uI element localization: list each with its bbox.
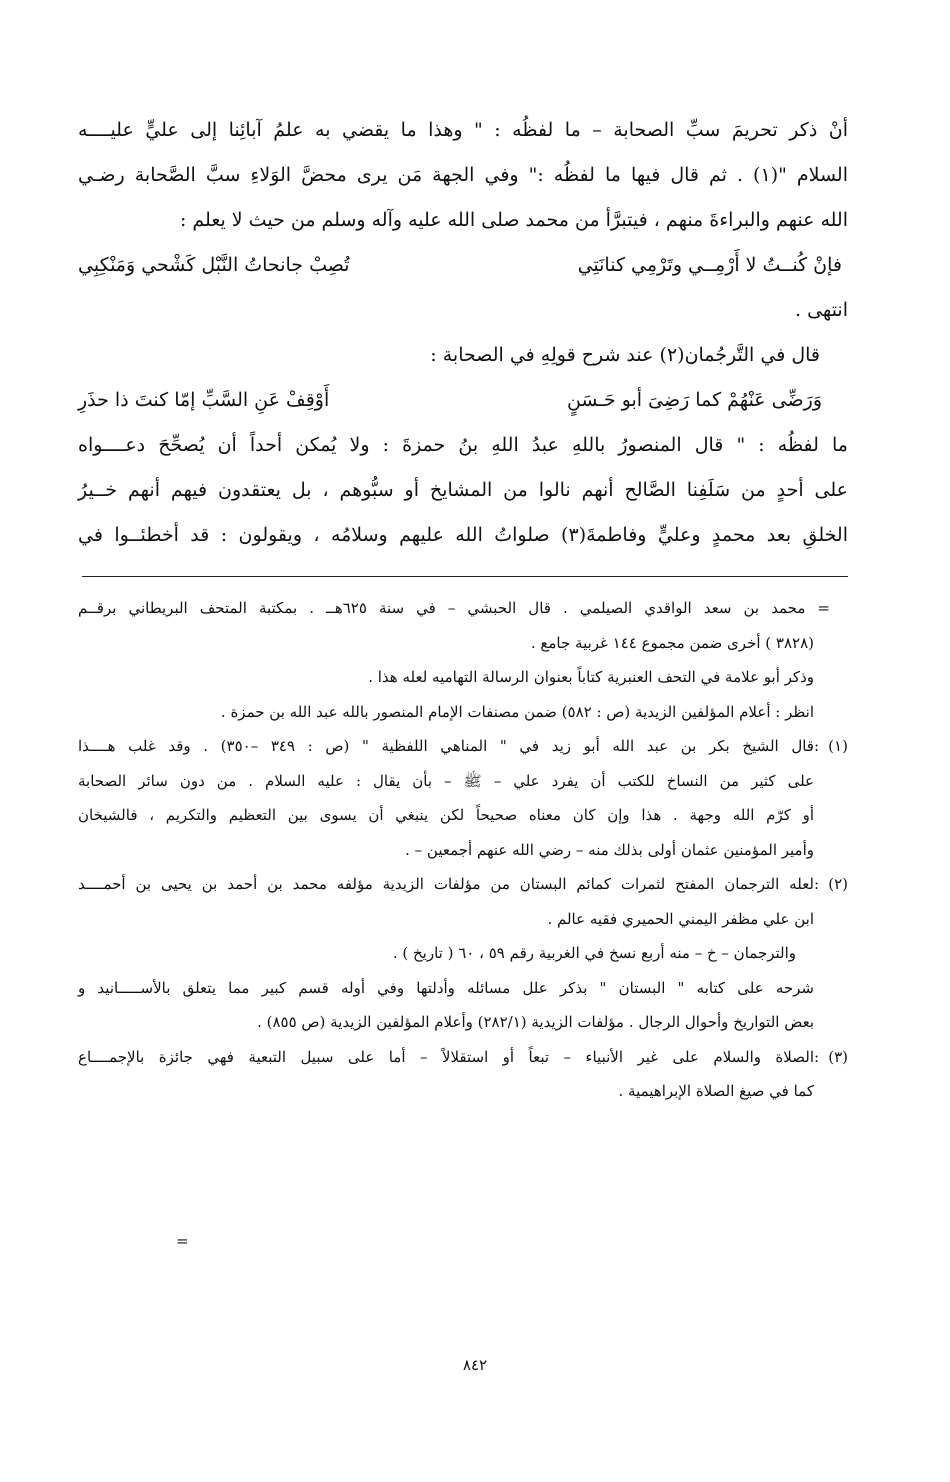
footnote-2-line-3: والترجمان – خ – منه أربع نسخ في الغربية رقم ٥٩ ، ٦٠ ( تاريخ ) . xyxy=(392,944,796,962)
footnote-2-line-2: ابن علي مظفر اليمني الحميري فقيه عالم . xyxy=(547,909,814,928)
main-line-2: السلام "(١) . ثم قال فيها ما لفظُه :" وفي الجهة مَن يرى محضَّ الوَلاءِ سبَّ الصَّحابة رضـي xyxy=(78,164,848,186)
footnote-1-line-1 xyxy=(78,729,848,764)
footnote-2-line-5: بعض التواريخ وأحوال الرجال . مؤلفات الزيدية (٢٨٢/١) وأعلام المؤلفين الزيدية (ص ٨٥٥) . xyxy=(257,1013,814,1031)
footnote-1-line-4: وأمير المؤمنين عثمان أولى بذلك منه – رضي الله عنهم أجمعين – . xyxy=(405,840,814,859)
footnote-3-line-2: كما في صيغ الصلاة الإبراهيمية . xyxy=(618,1082,814,1100)
footnote-1-line-2: على كثير من النساخ للكتب أن يفرد علي – ﷺ – بأن يقال : عليه السلام . من دون سائر الصحابة xyxy=(78,771,814,790)
footnote-3-text-1: الصلاة والسلام على غير الأنبياء – تبعاً أو استقلالاً – أما على سبيل التبعية فهي جائزة بالإجمــــاع xyxy=(78,1047,814,1066)
verse-1-hemistich-2: تُصِبْ جانحاتُ النَّبْل كَشْحي وَمَنْكِبِي xyxy=(78,254,350,276)
end-quote: انتهى . xyxy=(795,299,848,321)
page-body xyxy=(78,108,848,1109)
footnote-1-text-1: قال الشيخ بكر بن عبد الله أبو زيد في " المناهي اللفظية " (ص : ٣٤٩ –٣٥٠) . وقد غلب هــــذا xyxy=(78,737,814,755)
main-line-5: على أحدٍ من سَلَفِنا الصَّالح أنهم نالوا من المشايخ أو سبُّوهم ، بل يعتقدون فيهم أنهم خــيرُ xyxy=(78,479,848,501)
verse-1 xyxy=(78,243,848,288)
main-line-6: الخلقِ بعد محمدٍ وعليٍّ وفاطمةَ(٣) صلواتُ الله عليهم وسلامُه ، ويقولون : قد أخطئــوا في xyxy=(78,524,848,546)
page-number: ٨٤٢ xyxy=(462,1356,488,1374)
tarjuman-line: قال في التَّرجُمان(٢) عند شرح قولِهِ في الصحابة : xyxy=(430,344,820,366)
verse-2 xyxy=(78,378,848,423)
verse-2-hemistich-2: أَوْقِفْ عَنِ السَّبِّ إمّا كنتَ ذا حذَرِ xyxy=(78,389,330,411)
footnote-2-text-1: لعله الترجمان المفتح لثمرات كمائم البستان من مؤلفات الزيدية مؤلفه محمد بن أحمد بن يحيى بن أحمــــد xyxy=(78,875,814,893)
footnote-1-number: (١) : xyxy=(813,737,848,755)
footnote-2-line-1 xyxy=(78,867,848,902)
footnote-3-number: (٣) : xyxy=(814,1047,848,1066)
footnote-prev-line-1: = محمد بن سعد الواقدي الصيلمي . قال الحبشي – في سنة ٦٢٥هــ . بمكتبة المتحف البريطاني برقــم xyxy=(78,599,831,617)
footnote-2-line-4: شرحه على كتابه " البستان " بذكر علل مسائله وأدلتها وفي أوله قسم كبير مما يتعلق بالأســـــانيد و xyxy=(78,978,814,997)
continuation-mark: = xyxy=(176,1232,189,1250)
main-line-3: الله عنهم والبراءةَ منهم ، فيتبرَّأ من محمد صلى الله عليه وآله وسلم من حيث لا يعلم : xyxy=(179,209,848,231)
footnote-prev-line-2: (٣٨٢٨ ) أخرى ضمن مجموع ١٤٤ غربية جامع . xyxy=(530,633,814,652)
footnote-1-line-3: أو كرّم الله وجهة . هذا وإن كان معناه صحيحاً لكن ينبغي أن يسوى بين التعظيم والتكريم ، فالشيخان xyxy=(78,806,814,824)
footnote-3-line-1 xyxy=(78,1040,848,1075)
verse-1-hemistich-1: فإنْ كُنــتُ لا أَرْمِــي وتَرْمِي كنانَتِي xyxy=(577,254,842,276)
footnote-2-number: (٢) : xyxy=(814,875,848,893)
main-line-4: ما لفظُه : " قال المنصورُ باللهِ عبدُ اللهِ بنُ حمزةَ : ولا يُمكن أحداً أن يُصحِّحَ دعــــواه xyxy=(78,434,848,456)
verse-2-hemistich-1: وَرَضِّى عَنْهُمْ كما رَضِىَ أبو حَـسَنٍ xyxy=(566,389,822,411)
main-line-1: أنْ ذكر تحريمَ سبِّ الصحابة – ما لفظُه : " وهذا ما يقضي به علمُ آبائِنا إلى عليٍّ عليــــه xyxy=(78,119,848,141)
footnote-prev-line-3: وذكر أبو علامة في التحف العنبرية كتاباً بعنوان الرسالة التهاميه لعله هذا . xyxy=(368,668,814,686)
footnote-divider xyxy=(82,576,848,577)
main-text xyxy=(78,108,848,558)
footnote-prev-line-4: انظر : أعلام المؤلفين الزيدية (ص : ٥٨٢) ضمن مصنفات الإمام المنصور بالله عبد الله بن حمزة . xyxy=(220,702,814,721)
footnotes xyxy=(78,591,848,1109)
